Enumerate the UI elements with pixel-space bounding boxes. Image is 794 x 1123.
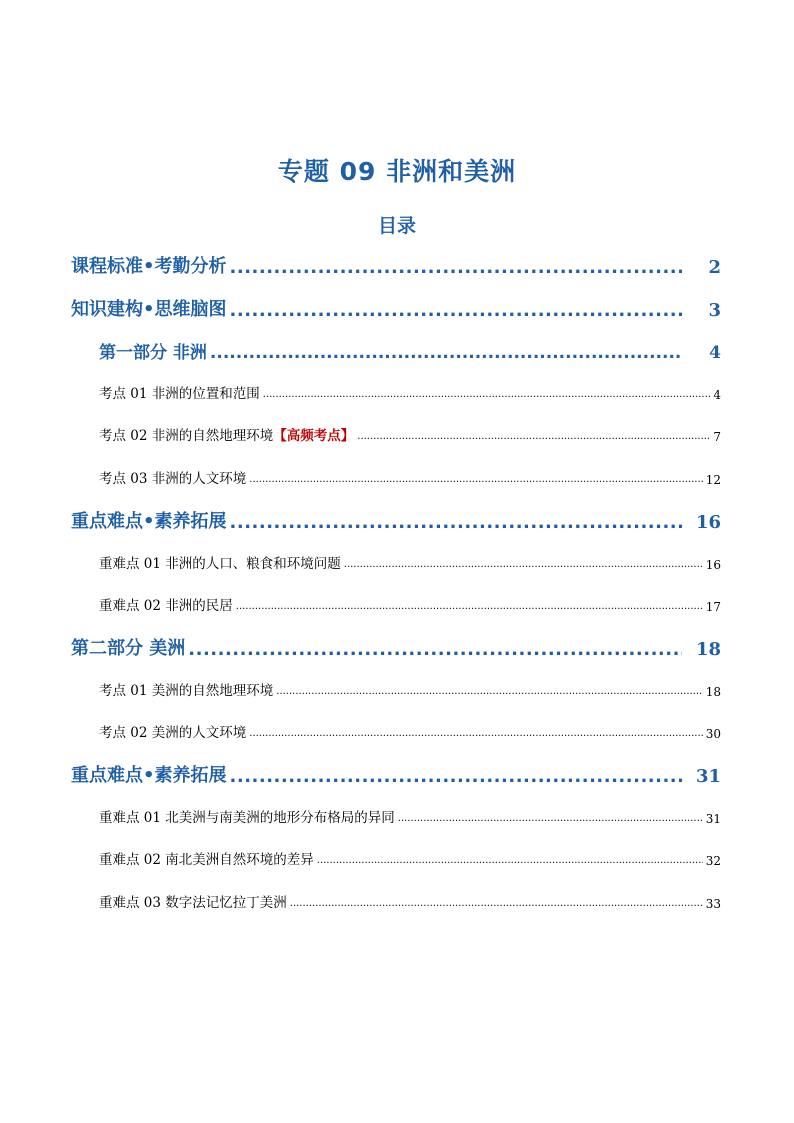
toc-entry-label: 知识建构•思维脑图	[71, 299, 227, 320]
toc-entry-page: 31	[705, 812, 721, 826]
document-title: 专题 09 非洲和美洲	[277, 157, 517, 186]
toc-leader-dots	[230, 766, 682, 787]
toc-leader-dots	[230, 257, 682, 278]
toc-entry[interactable]	[99, 722, 721, 741]
toc-entry[interactable]	[99, 680, 721, 699]
toc-heading: 目录	[377, 215, 416, 237]
toc-leader-dots	[230, 300, 682, 321]
toc-entry-page: 4	[713, 388, 721, 402]
toc-entry[interactable]	[99, 849, 721, 868]
toc-entry-label: 考点 02 美洲的人文环境	[99, 725, 247, 741]
toc-entry-page: 7	[713, 430, 721, 444]
toc-entry-label: 课程标准•考勤分析	[71, 256, 227, 277]
toc-entry-page: 33	[705, 897, 721, 911]
toc-entry-page: 3	[708, 300, 721, 321]
toc-entry[interactable]	[99, 553, 721, 572]
toc-entry-label: 重难点 02 南北美洲自然环境的差异	[99, 852, 314, 868]
toc-entry[interactable]	[99, 892, 721, 911]
toc-entry-page: 17	[705, 600, 721, 614]
toc-leader-dots	[188, 639, 682, 660]
toc-entry-label: 考点 01 非洲的位置和范围	[99, 386, 260, 402]
toc-entry[interactable]	[99, 383, 721, 402]
toc-entry-label: 重难点 01 非洲的人口、粮食和环境问题	[99, 556, 341, 572]
toc-entry-label: 考点 01 美洲的自然地理环境	[99, 683, 274, 699]
toc-leader-dots	[317, 855, 703, 866]
toc-entry-page: 18	[705, 685, 721, 699]
toc-entry-label: 重点难点•素养拓展	[71, 511, 227, 532]
toc-leader-dots	[344, 559, 703, 570]
toc-entry-label: 第二部分 美洲	[71, 638, 186, 659]
toc-entry-label: 考点 03 非洲的人文环境	[99, 471, 247, 487]
toc-entry-page: 4	[709, 343, 721, 363]
toc-leader-dots	[357, 431, 710, 442]
toc-entry[interactable]	[71, 509, 721, 533]
toc-leader-dots	[290, 898, 703, 909]
toc-entry-label: 第一部分 非洲	[99, 343, 207, 363]
toc-entry-highlight: 【高频考点】	[273, 428, 355, 444]
toc-entry[interactable]	[71, 254, 721, 278]
toc-leader-dots	[398, 813, 703, 824]
toc-entry-page: 31	[695, 766, 721, 787]
toc-entry-page: 12	[705, 473, 721, 487]
toc-entry-label: 重难点 03 数字法记忆拉丁美洲	[99, 895, 287, 911]
toc-entry[interactable]	[71, 297, 721, 321]
toc-leader-dots	[249, 474, 702, 485]
toc-entry-page: 16	[705, 558, 721, 572]
toc-entry[interactable]	[99, 595, 721, 614]
toc-entry-page: 30	[705, 727, 721, 741]
toc-entry[interactable]	[99, 425, 721, 444]
toc-entry[interactable]	[71, 636, 721, 660]
toc-entry-page: 16	[695, 512, 721, 533]
toc-entry[interactable]	[99, 807, 721, 826]
toc-entry-page: 32	[705, 854, 721, 868]
toc-entry-label: 重难点 01 北美洲与南美洲的地形分布格局的异同	[99, 810, 395, 826]
toc-entry-page: 2	[708, 257, 721, 278]
toc-leader-dots	[230, 512, 682, 533]
toc-leader-dots	[276, 686, 702, 697]
toc-entry-label: 重难点 02 非洲的民居	[99, 598, 233, 614]
toc-leader-dots	[263, 389, 711, 400]
toc-entry[interactable]	[71, 763, 721, 787]
toc-entry[interactable]	[99, 468, 721, 487]
toc-entry-page: 18	[695, 639, 721, 660]
toc-entry-label: 重点难点•素养拓展	[71, 765, 227, 786]
toc-leader-dots	[210, 343, 682, 363]
toc-leader-dots	[249, 728, 702, 739]
toc-entry[interactable]	[99, 339, 721, 363]
toc-entry-label: 考点 02 非洲的自然地理环境	[99, 428, 274, 444]
toc-leader-dots	[236, 601, 703, 612]
